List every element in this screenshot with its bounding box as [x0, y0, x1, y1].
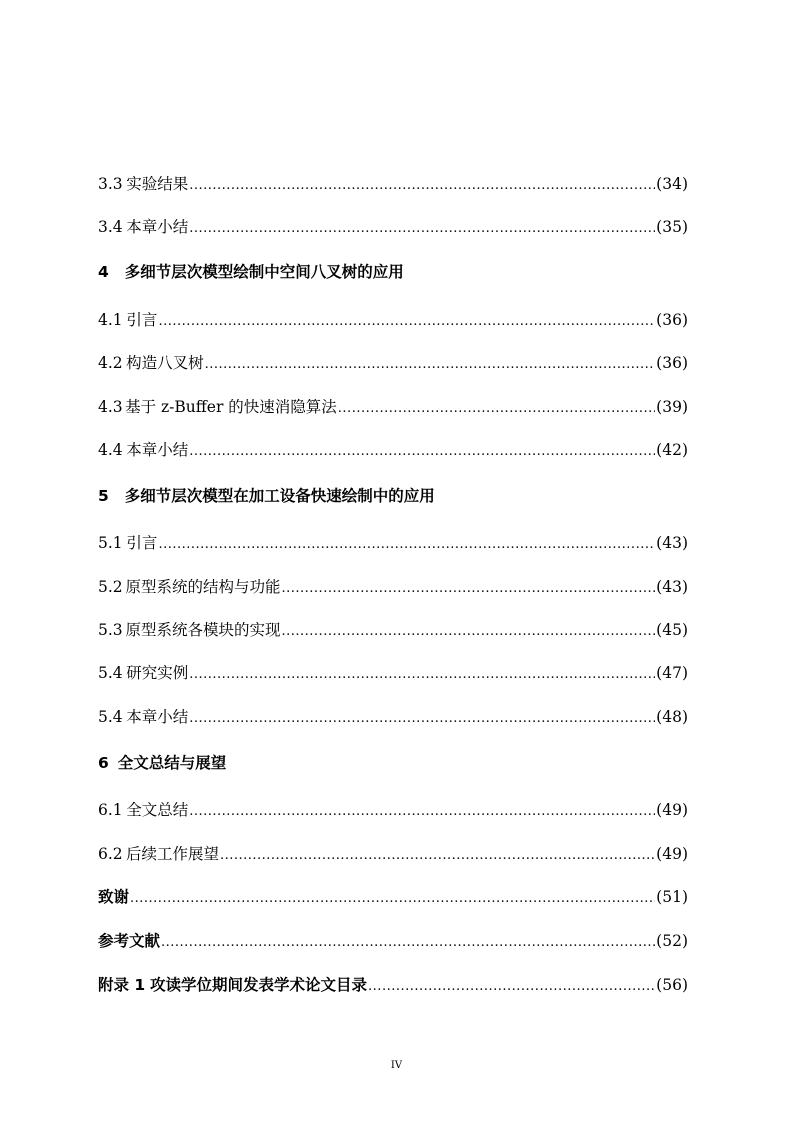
toc-chapter-title: 多细节层次模型在加工设备快速绘制中的应用	[124, 487, 435, 505]
toc-chapter-number: 4	[98, 263, 109, 281]
toc-chapter-5[interactable]	[98, 484, 688, 508]
dot-leader	[189, 440, 655, 464]
dot-leader	[189, 663, 655, 687]
toc-entry-number: 5.2	[98, 578, 123, 596]
toc-entry-3-4[interactable]	[98, 215, 688, 239]
toc-entry-number: 附录 1	[98, 976, 146, 994]
dot-leader	[220, 844, 655, 868]
toc-chapter-number: 6	[98, 754, 109, 772]
toc-entry-title: 本章小结	[126, 708, 189, 726]
toc-entry-page: (36)	[656, 354, 688, 372]
dot-leader	[368, 975, 655, 999]
toc-entry-number: 5.4	[98, 708, 123, 726]
toc-entry-page: (51)	[656, 888, 688, 906]
toc-entry-5-2[interactable]	[98, 575, 688, 599]
toc-entry-references[interactable]	[98, 929, 688, 953]
dot-leader	[282, 577, 656, 601]
dot-leader	[189, 174, 655, 198]
toc-chapter-title: 全文总结与展望	[117, 754, 227, 772]
toc-entry-page: (43)	[656, 578, 688, 596]
toc-entry-number: 5.3	[98, 621, 123, 639]
toc-entry-acknowledgements[interactable]	[98, 885, 688, 909]
toc-chapter-4[interactable]	[98, 260, 688, 284]
toc-entry-title: 引言	[126, 311, 158, 329]
toc-entry-page: (35)	[656, 218, 688, 236]
toc-entry-5-4[interactable]	[98, 661, 688, 685]
dot-leader	[205, 353, 656, 377]
toc-entry-page: (56)	[656, 976, 688, 994]
toc-entry-title: 原型系统各模块的实现	[125, 621, 281, 639]
dot-leader	[158, 310, 655, 334]
page-number: IV	[390, 1060, 403, 1071]
toc-entry-number: 5.4	[98, 664, 123, 682]
dot-leader	[161, 931, 655, 955]
toc-entry-4-1[interactable]	[98, 308, 688, 332]
toc-entry-number: 4.3	[98, 398, 123, 416]
toc-entry-title: 研究实例	[126, 664, 189, 682]
toc-entry-title: 全文总结	[126, 801, 189, 819]
toc-entry-title: 本章小结	[126, 441, 189, 459]
toc-entry-page: (47)	[656, 664, 688, 682]
toc-entry-title: 构造八叉树	[126, 354, 204, 372]
toc-entry-page: (34)	[656, 175, 688, 193]
toc-entry-page: (49)	[656, 845, 688, 863]
toc-chapter-number: 5	[98, 487, 109, 505]
toc-entry-5-4-summary[interactable]	[98, 705, 688, 729]
toc-entry-5-3[interactable]	[98, 618, 688, 642]
toc-entry-number: 6.2	[98, 845, 123, 863]
toc-entry-title: 攻读学位期间发表学术论文目录	[150, 976, 368, 994]
toc-entry-title: 致谢	[98, 888, 130, 906]
toc-entry-appendix-1[interactable]	[98, 973, 688, 997]
toc-chapter-title: 多细节层次模型绘制中空间八叉树的应用	[124, 263, 404, 281]
toc-entry-title: 原型系统的结构与功能	[125, 578, 281, 596]
toc-entry-number: 3.3	[98, 175, 123, 193]
toc-entry-number: 3.4	[98, 218, 123, 236]
toc-entry-page: (43)	[656, 534, 688, 552]
toc-entry-4-4[interactable]	[98, 438, 688, 462]
toc-entry-4-2[interactable]	[98, 351, 688, 375]
dot-leader	[189, 217, 655, 241]
toc-entry-page: (52)	[656, 932, 688, 950]
toc-entry-title: 本章小结	[126, 218, 189, 236]
toc-entry-title: 后续工作展望	[125, 845, 219, 863]
toc-entry-5-1[interactable]	[98, 531, 688, 555]
toc-entry-number: 5.1	[98, 534, 123, 552]
toc-entry-page: (36)	[656, 311, 688, 329]
toc-entry-6-1[interactable]	[98, 798, 688, 822]
toc-entry-page: (45)	[656, 621, 688, 639]
toc-entry-6-2[interactable]	[98, 842, 688, 866]
toc-entry-4-3[interactable]	[98, 395, 688, 419]
toc-chapter-6[interactable]	[98, 751, 688, 775]
toc-entry-page: (48)	[656, 708, 688, 726]
toc-entry-title: 引言	[126, 534, 158, 552]
dot-leader	[338, 397, 655, 421]
toc-entry-title: 实验结果	[126, 175, 189, 193]
dot-leader	[158, 533, 655, 557]
toc-entry-page: (42)	[656, 441, 688, 459]
dot-leader	[282, 620, 656, 644]
dot-leader	[189, 800, 655, 824]
toc-entry-number: 4.2	[98, 354, 123, 372]
toc-entry-number: 6.1	[98, 801, 123, 819]
toc-entry-title: 基于 z-Buffer 的快速消隐算法	[125, 398, 337, 416]
toc-entry-number: 4.1	[98, 311, 123, 329]
dot-leader	[189, 707, 655, 731]
toc-entry-number: 4.4	[98, 441, 123, 459]
toc-entry-3-3[interactable]	[98, 172, 688, 196]
toc-entry-page: (39)	[656, 398, 688, 416]
toc-entry-page: (49)	[656, 801, 688, 819]
dot-leader	[130, 887, 655, 911]
toc-entry-title: 参考文献	[98, 932, 161, 950]
